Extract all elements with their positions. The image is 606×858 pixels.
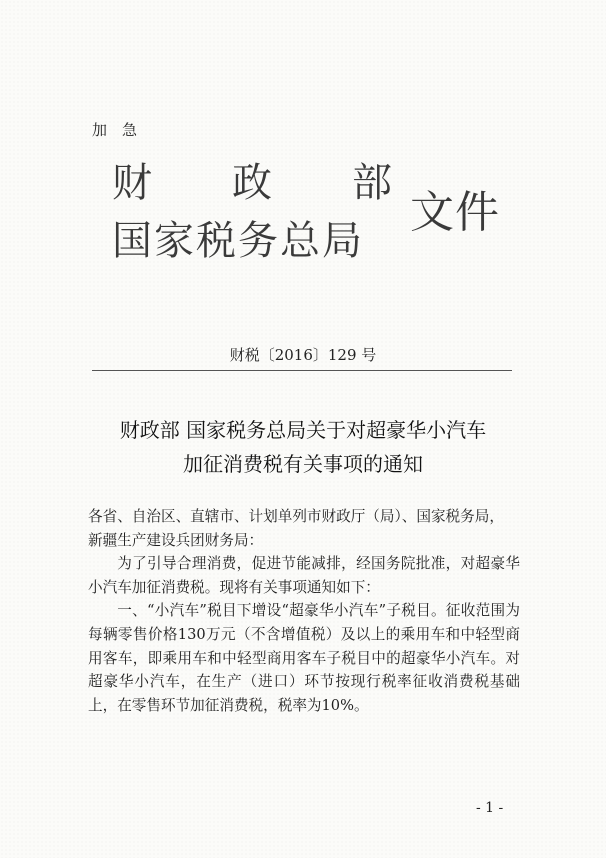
body-paragraph: 一、“小汽车”税目下增设“超豪华小汽车”子税目。征收范围为每辆零售价格130万元（不含增值税）及以上的乘用车和中轻型商用客车，即乘用车和中轻型商用客车子税目中的超豪华小汽车。对超豪华小汽车，在生产（进口）环节按现行税率征收消费税基础上，在零售环节加征消费税，税率为10%。: [88, 602, 520, 714]
body-paragraph: 为了引导合理消费，促进节能减排，经国务院批准，对超豪华小汽车加征消费税。现将有关事项通知如下：: [88, 555, 520, 596]
issuer-state-tax-administration: 国家税务总局: [112, 218, 364, 264]
urgency-label: 加急: [92, 121, 153, 139]
issuer-char: 部: [352, 160, 392, 206]
issuer-char: 政: [232, 160, 272, 206]
addressee-line: 新疆生产建设兵团财务局：: [88, 531, 264, 549]
page-number: - 1 -: [476, 800, 504, 816]
addressee-line: 各省、自治区、直辖市、计划单列市财政厅（局）、国家税务局，: [88, 508, 504, 525]
title-line: 财政部 国家税务总局关于对超豪华小汽车: [119, 418, 487, 442]
document-number: 财税〔2016〕129 号: [229, 346, 377, 364]
document-title: [70, 413, 536, 481]
issuer-ministry-of-finance: [112, 160, 392, 206]
document-body: [88, 505, 520, 717]
issuer-char: 财: [112, 160, 152, 206]
title-line: 加征消费税有关事项的通知: [183, 452, 423, 476]
issuer-block: [112, 160, 512, 275]
document-type-label: 文件: [410, 187, 500, 238]
header-divider: [92, 370, 512, 371]
